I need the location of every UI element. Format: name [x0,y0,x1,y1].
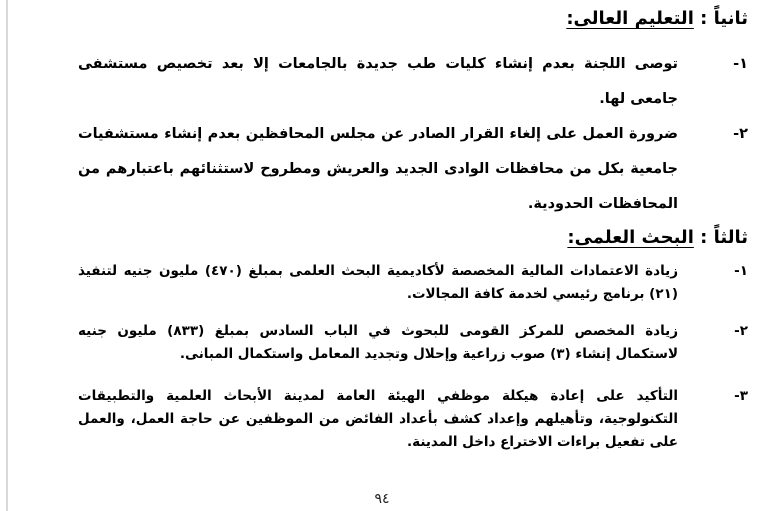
section-prefix: ثانياً : [700,8,748,29]
section-title: البحث العلمى: [567,227,694,248]
section-heading-scientific-research [567,225,748,251]
section-title: التعليم العالى: [566,8,694,29]
item-text: توصى اللجنة بعدم إنشاء كليات طب جديدة بالجامعات إلا بعد تخصيص مستشفى جامعى لها. [78,56,678,107]
section-prefix: ثالثاً : [700,227,748,248]
left-edge-divider [6,0,8,511]
item-number: ١- [734,263,748,279]
item-text: التأكيد على إعادة هيكلة موظفي الهيئة العامة لمدينة الأبحاث العلمية والتطبيقات التكنولوجية، وتأهيلهم وإعداد كشف بأعداد الفائض من الموظفين عن حاجة العمل، والعمل على تفعيل براءات الاختراع داخل المدينة. [78,388,678,450]
item-number: ٣- [734,388,748,404]
page-number: ٩٤ [374,491,390,507]
item-number: ١- [733,56,748,72]
item-number: ٢- [734,323,748,339]
item-text: زيادة الاعتمادات المالية المخصصة لأكاديمية البحث العلمى بمبلغ (٤٧٠) مليون جنيه لتنفيذ (٢١) برنامج رئيسي لخدمة كافة المجالات. [78,263,678,302]
item-text: ضرورة العمل على إلغاء القرار الصادر عن مجلس المحافظين بعدم إنشاء مستشفيات جامعية بكل من محافظات الوادى الجديد والعريش ومطروح لاستثنائهم باعتبارهم من المحافظات الحدودية. [78,126,678,212]
item-number: ٢- [733,126,748,142]
section-heading-higher-education [566,6,748,32]
item-text: زيادة المخصص للمركز القومى للبحوث في الباب السادس بمبلغ (٨٣٣) مليون جنيه لاستكمال إنشاء (٣) صوب زراعية وإحلال وتجديد المعامل واستكمال المبانى. [78,323,678,362]
